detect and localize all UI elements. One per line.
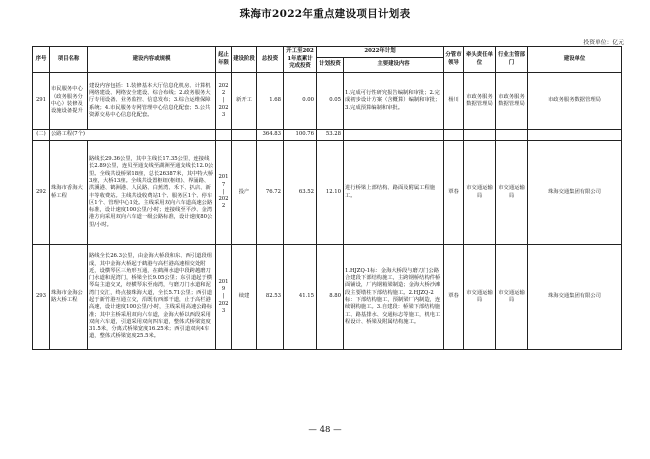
cell-content: 路线长29.36公里，其中主线长17.35公里，连接线长2.89公里，连贝至通支线至湖洲至通支线长12.0公里。全线共设桥梁18座，总长26387米，其中特大桥3座，大桥13座。全线共设置枢纽(枢纽)、界涌路、洪溪港、鹤洲港、人民路、白蕉湾、禾下、扒店、新丰等收费站。主线共设收费站1个、服务区1个、停车区1个、管理中心1处。主线采用双向六车道高速公路标准，设计速度100公里/小时；连接线至平沙、金湾港方向采用双向六车道一级公路标准，设计速度80公里/小时。 — [88, 141, 216, 245]
header-industry: 行业主管部门 — [496, 47, 528, 73]
period-start: 2017 — [218, 174, 229, 188]
cell-content: 建设内容包括：1.装修基本大厅信息化机房、计算机网络建设、网络安全建设、综合布线；2.政务服务大厅专用设备、业务监控、信息发布；3.综合运维保障系统；4.市民服务专网管理中心信息化配套；5.公共资源交易中心信息化配套。 — [88, 73, 216, 130]
period-end: 2023 — [218, 300, 229, 314]
header-plan-content: 主要建设内容 — [344, 58, 444, 73]
header-period: 起止年限 — [216, 47, 232, 73]
cell-content: 路线全长26.3公里，由金海大桥段和东、西引道段组成，其中金海大桥起于鹤港与高栏港高速相交处附近，设横琴区三角形互通，在鹤洲水道中段跨越磨刀门水道和泥湾门，桥梁全长9.05公里；东引道起于横琴岛主道交叉，经横琴东至南湾，与磨刀门水道和泥湾门交汇，终点接珠海大道，全长5.71公里；西引道起于新竹港互通立交，沿既有西部干道，止于高栏港高速，设计速度100公里/小时，主线采用高速公路标准；其中主桥采用双向六车道，金海大桥以西段采用双向六车道，引道采用双向四车道，整体式桥梁宽度31.5米，分离式桥梁宽度16.25米；西引道双向4车道，整体式桥梁宽度25.5米。 — [88, 245, 216, 350]
cell-builder: 珠海交通集团有限公司 — [528, 245, 622, 350]
cell-period — [216, 245, 232, 350]
cell-seq: 293 — [33, 245, 50, 350]
period-start: 2019 — [218, 278, 229, 293]
cell-cumulative: 41.15 — [284, 245, 317, 350]
header-builder: 建设单位 — [528, 47, 622, 73]
cell-plan-content: 1.HJZQ-1标：金海大桥段与磨刀门公路合建段下部结构施工，主跨钢桥结构件桥面铺设，厂内钢箱梁制造；金海大桥沙滩段主要墩柱下部结构施工。2.HJZQ-2标：下部结构施工，预制梁厂内制造，连续钢构施工。3.自建段：桥梁下部结构施工、路基排水、交通标志等施工，机电工程设计、桥梁及附属结构施工。 — [344, 245, 444, 350]
cell-industry: 市交通运输局 — [496, 245, 528, 350]
cell-seq: (二) — [33, 130, 50, 141]
period-start: 2022 — [218, 82, 229, 97]
cell-name: 珠海市香海大桥工程 — [50, 141, 88, 245]
table-row — [33, 73, 622, 130]
cell-leader: 杨川 — [444, 73, 464, 130]
header-plan-group: 2022年计划 — [317, 47, 444, 58]
cell-cumulative: 0.00 — [284, 73, 317, 130]
period-sep: | — [222, 188, 225, 195]
project-table — [32, 46, 622, 350]
cell-seq: 292 — [33, 141, 50, 245]
cell-industry: 市交通运输局 — [496, 141, 528, 245]
cell-industry: 市政务服务数据管理局 — [496, 73, 528, 130]
cell-name: 公路工程(7个) — [50, 130, 216, 141]
cell-stage: 新开工 — [232, 73, 257, 130]
cell-seq: 291 — [33, 73, 50, 130]
period-end: 2022 — [218, 196, 229, 210]
cell-cumulative: 100.76 — [284, 130, 317, 141]
header-leader: 分管市领导 — [444, 47, 464, 73]
header-total: 总投资 — [257, 47, 284, 73]
page-number: — 48 — — [308, 425, 342, 435]
cell-stage: 续建 — [232, 245, 257, 350]
header-stage: 建设阶段 — [232, 47, 257, 73]
cell-plan-invest: 0.05 — [317, 73, 344, 130]
cell-name: 市民服务中心（政务服务分中心）装修及设施设备提升 — [50, 73, 88, 130]
cell-total: 1.68 — [257, 73, 284, 130]
cell-period — [216, 73, 232, 130]
cell-builder: 珠海交通集团有限公司 — [528, 141, 622, 245]
period-end: 2023 — [218, 104, 229, 118]
cell-cumulative: 63.52 — [284, 141, 317, 245]
header-seq: 序号 — [33, 47, 50, 73]
cell-plan-invest: 8.80 — [317, 245, 344, 350]
cell-plan-content: 进行桥梁上部结构、路面及附属工程施工。 — [344, 141, 444, 245]
cell-total: 82.53 — [257, 245, 284, 350]
cell-builder: 市政务服务数据管理局 — [528, 73, 622, 130]
period-sep: | — [222, 293, 225, 300]
page-title: 珠海市2022年重点建设项目计划表 — [239, 8, 411, 20]
cell-name: 珠海市金海公路大桥工程 — [50, 245, 88, 350]
unit-label: 投资单位：亿元 — [583, 40, 624, 46]
cell-plan-content: 1.完成可行性研究报告编制和审批；2.完成初步设计方案（含概算）编制和审批；3.完成预算编制和审批。 — [344, 73, 444, 130]
header-name: 项目名称 — [50, 47, 88, 73]
cell-leader: 覃春 — [444, 245, 464, 350]
cell-lead-unit: 市交通运输局 — [464, 245, 496, 350]
cell-lead-unit: 市政务服务数据管理局 — [464, 73, 496, 130]
cell-lead-unit: 市交通运输局 — [464, 141, 496, 245]
table-row — [33, 245, 622, 350]
cell-stage: 投产 — [232, 141, 257, 245]
cell-leader: 覃春 — [444, 141, 464, 245]
cell-total: 76.72 — [257, 141, 284, 245]
header-cumulative: 开工至2021年底累计完成投资 — [284, 47, 317, 73]
header-content: 建设内容或规模 — [88, 47, 216, 73]
table-row — [33, 130, 622, 141]
header-plan-invest: 计划投资 — [317, 58, 344, 73]
cell-total: 364.83 — [257, 130, 284, 141]
period-sep: | — [222, 97, 225, 104]
cell-plan-invest: 12.10 — [317, 141, 344, 245]
cell-plan-invest: 53.28 — [317, 130, 344, 141]
table-row — [33, 141, 622, 245]
header-lead-unit: 牵头责任单位 — [464, 47, 496, 73]
cell-period — [216, 141, 232, 245]
